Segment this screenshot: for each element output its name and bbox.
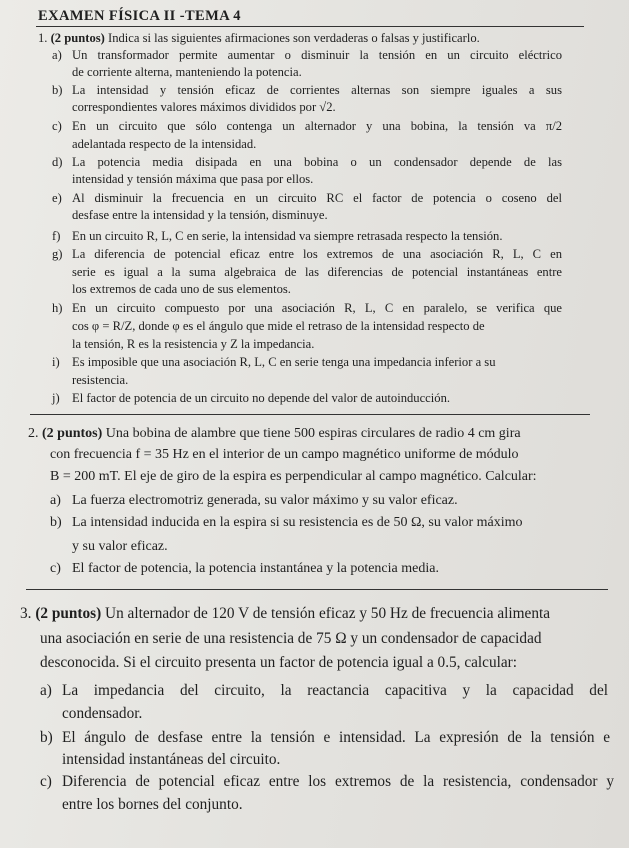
- q1-item-h-line3: la tensión, R es la resistencia y Z la impedancia.: [72, 337, 315, 351]
- q1-header: [38, 32, 480, 45]
- q2-intro-line1: [28, 427, 521, 441]
- q1-item-a-line1: Un transformador permite aumentar o disminuir la tensión en un circuito eléctrico: [72, 48, 562, 62]
- q2-item-c-label: c): [50, 561, 61, 576]
- q1-item-a-line2: de corriente alterna, manteniendo la potencia.: [72, 65, 302, 79]
- q1-item-g-label: g): [52, 247, 63, 261]
- q1-number: 1.: [38, 31, 48, 45]
- q1-item-c-label: c): [52, 119, 62, 133]
- q2-item-b-line1: La intensidad inducida en la espira si su resistencia es de 50 Ω, su valor máximo: [72, 515, 523, 530]
- q1-intro: Indica si las siguientes afirmaciones son verdaderas o falsas y justificarlo.: [108, 31, 480, 45]
- q3-item-a-line1: La impedancia del circuito, la reactancia capacitiva y la capacidad del: [62, 682, 608, 699]
- q2-intro-line2: con frecuencia f = 35 Hz en el interior de un campo magnético uniforme de módulo: [50, 447, 519, 462]
- q3-intro-text1: Un alternador de 120 V de tensión eficaz y 50 Hz de frecuencia alimenta: [105, 605, 551, 622]
- q2-item-b-label: b): [50, 515, 62, 530]
- q3-item-b-label: b): [40, 729, 53, 746]
- q3-item-a-line2: condensador.: [62, 705, 143, 722]
- q1-points: (2 puntos): [50, 31, 105, 45]
- q1-item-b-label: b): [52, 83, 63, 97]
- q3-item-c-line1: Diferencia de potencial eficaz entre los extremos de la resistencia, condensador y: [62, 773, 614, 790]
- q1-item-f-label: f): [52, 229, 61, 243]
- q3-points: (2 puntos): [35, 605, 102, 622]
- q1-rule: [30, 414, 590, 415]
- q3-item-b-line1: El ángulo de desfase entre la tensión e intensidad. La expresión de la tensión e: [62, 729, 610, 746]
- q2-intro-line3: B = 200 mT. El eje de giro de la espira es perpendicular al campo magnético. Calcular:: [50, 469, 537, 484]
- q2-item-c-line1: El factor de potencia, la potencia instantánea y la potencia media.: [72, 561, 439, 576]
- q2-item-b-line2: y su valor eficaz.: [72, 539, 168, 554]
- q1-item-c-line2: adelantada respecto de la intensidad.: [72, 137, 257, 151]
- q1-item-h-line2: cos φ = R/Z, donde φ es el ángulo que mide el retraso de la intensidad respecto de: [72, 319, 485, 333]
- q1-item-b-line1: La intensidad y tensión eficaz de corrientes alternas son siempre iguales a sus: [72, 83, 562, 97]
- q2-item-a-line1: La fuerza electromotriz generada, su valor máximo y su valor eficaz.: [72, 493, 458, 508]
- q1-item-i-line1: Es imposible que una asociación R, L, C en serie tenga una impedancia inferior a su: [72, 355, 496, 369]
- q1-item-e-label: e): [52, 191, 62, 205]
- q1-item-b-line2: correspondientes valores máximos divididos por √2.: [72, 100, 336, 114]
- q1-item-g-line1: La diferencia de potencial eficaz entre los extremos de una asociación R, L, C en: [72, 247, 562, 261]
- q2-item-a-label: a): [50, 493, 61, 508]
- q2-intro-text1: Una bobina de alambre que tiene 500 espiras circulares de radio 4 cm gira: [105, 426, 521, 441]
- q2-points: (2 puntos): [42, 426, 103, 441]
- q1-item-e-line2: desfase entre la intensidad y la tensión, disminuye.: [72, 208, 328, 222]
- q1-item-g-line2: serie es igual a la suma algebraica de las diferencias de potencial instantáneas entre: [72, 265, 562, 279]
- q1-item-j-line1: El factor de potencia de un circuito no depende del valor de autoinducción.: [72, 391, 451, 405]
- q1-item-g-line3: los extremos de cada uno de sus elementos.: [72, 282, 291, 296]
- q1-item-d-label: d): [52, 155, 63, 169]
- q1-item-h-label: h): [52, 301, 63, 315]
- title-rule: [36, 26, 584, 27]
- q3-intro-line3: desconocida. Si el circuito presenta un factor de potencia igual a 0.5, calcular:: [40, 654, 517, 671]
- q2-number: 2.: [28, 426, 39, 441]
- q3-item-c-line2: entre los bornes del conjunto.: [62, 796, 243, 813]
- q1-item-i-label: i): [52, 355, 60, 369]
- q1-item-f-line1: En un circuito R, L, C en serie, la intensidad va siempre retrasada respecto la tensión.: [72, 229, 503, 243]
- q3-intro-line1: [20, 606, 550, 621]
- q2-rule: [26, 589, 608, 590]
- q1-item-c-line1: En un circuito que sólo contenga un alternador y una bobina, la tensión va π/2: [72, 119, 562, 133]
- exam-title: EXAMEN FÍSICA II -TEMA 4: [38, 8, 241, 24]
- q1-item-d-line2: intensidad y tensión máxima que pasa por ellos.: [72, 172, 314, 186]
- q1-item-h-line1: En un circuito compuesto por una asociación R, L, C en paralelo, se verifica que: [72, 301, 562, 315]
- q1-item-i-line2: resistencia.: [72, 373, 129, 387]
- q3-item-a-label: a): [40, 682, 52, 699]
- q1-item-d-line1: La potencia media disipada en una bobina o un condensador depende de las: [72, 155, 562, 169]
- q1-item-j-label: j): [52, 391, 60, 405]
- q3-item-c-label: c): [40, 773, 52, 790]
- q1-item-a-label: a): [52, 48, 62, 62]
- q3-number: 3.: [20, 605, 32, 622]
- q3-intro-line2: una asociación en serie de una resistencia de 75 Ω y un condensador de capacidad: [40, 630, 542, 647]
- q1-item-e-line1: Al disminuir la frecuencia en un circuito RC el factor de potencia o coseno del: [72, 191, 562, 205]
- q3-item-b-line2: intensidad instantáneas del circuito.: [62, 751, 281, 768]
